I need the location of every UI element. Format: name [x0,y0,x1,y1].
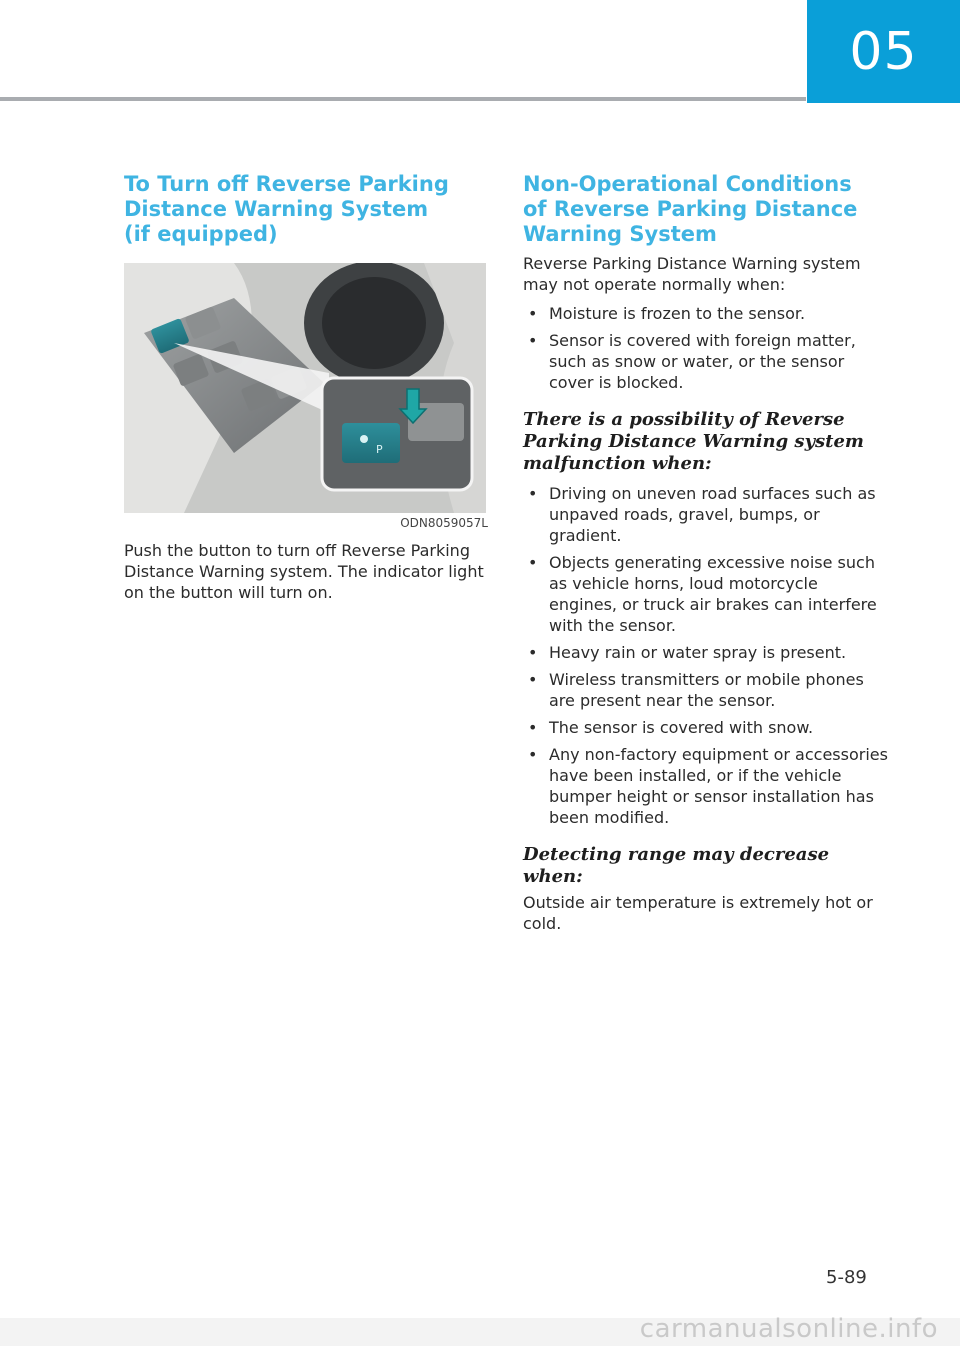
left-column [124,172,488,603]
page-number: 5-89 [826,1267,867,1288]
list-item: • Moisture is frozen to the sensor. [523,303,888,324]
heading-line: Non-Operational Conditions [523,172,852,196]
right-column [523,172,888,934]
list-item: • Driving on uneven road surfaces such as unpaved roads, gravel, bumps, or gradient. [523,483,888,546]
list-item: • Objects generating excessive noise such as vehicle horns, loud motorcycle engines, or truck air brakes can interfere with the sensor. [523,552,888,636]
console-illustration-svg [124,263,486,513]
list-item: • Wireless transmitters or mobile phones are present near the sensor. [523,669,888,711]
list-item: • Any non-factory equipment or accessories have been installed, or if the vehicle bumper height or sensor installation has been modified. [523,744,888,828]
range-paragraph: Outside air temperature is extremely hot or cold. [523,893,873,933]
intro-paragraph: Reverse Parking Distance Warning system may not operate normally when: [523,254,861,294]
turn-off-instructions: Push the button to turn off Reverse Parking Distance Warning system. The indicator light on the button will turn on. [124,541,484,602]
section-heading-turn-off [124,172,488,247]
console-button-illustration [124,263,486,513]
heading-line: (if equipped) [124,222,278,246]
heading-line: To Turn off Reverse Parking [124,172,449,196]
malfunction-list [523,483,888,828]
heading-line: Distance Warning System [124,197,429,221]
heading-line: Warning System [523,222,717,246]
section-heading-non-operational [523,172,888,247]
header-rule [0,97,806,101]
heading-line: of Reverse Parking Distance [523,197,858,221]
figure-code: ODN8059057L [400,516,488,530]
condition-list [523,303,888,393]
list-item: • Sensor is covered with foreign matter, such as snow or water, or the sensor cover is blocked. [523,330,888,393]
svg-text:P: P [376,443,383,456]
list-item: • Heavy rain or water spray is present. [523,642,888,663]
chapter-number: 05 [849,21,918,82]
watermark-text: carmanualsonline.info [639,1314,938,1344]
malfunction-subheading: There is a possibility of Reverse Parking Distance Warning system malfunction when: [523,409,864,474]
range-subheading: Detecting range may decrease when: [523,844,830,887]
watermark-band [0,1314,960,1346]
list-item: • The sensor is covered with snow. [523,717,888,738]
chapter-tab [807,0,960,103]
